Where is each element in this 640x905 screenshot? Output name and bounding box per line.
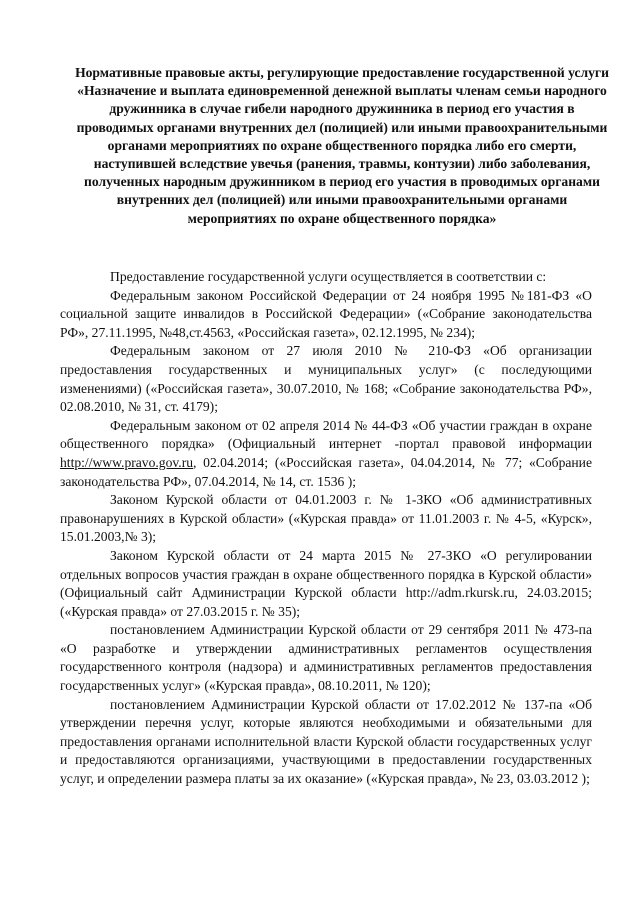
paragraph-law-210-fz: Федеральным законом от 27 июля 2010 № 210-ФЗ «Об организации предоставления государственных и муниципальных услуг» (с последующими изменениями) («Российская газета», 30.07.2010, № 168; «Собрание законодательства РФ», 02.08.2010, № 31, ст. 4179);: [60, 343, 592, 415]
paragraph-law-44-fz: [60, 417, 592, 491]
document-body: [60, 268, 592, 789]
paragraph-law-44-fz-text-end: , 02.04.2014; («Российская газета», 04.04.2014, № 77; «Собрание законодательства РФ», 07.04.2014, № 14, ст. 1536 );: [60, 454, 592, 489]
document-title: Нормативные правовые акты, регулирующие предоставление государственной услуги «Назначение и выплата единовременной денежной выплаты членам семьи народного дружинника в случае гибели народного дружинника в период его участия в проводимых органами внутренних дел (полицией) или иными правоохранительными органами мероприятиях по охране общественного порядка либо его смерти, наступившей вследствие увечья (ранения, травмы, контузии) либо заболевания, полученных народным дружинником в период его участия в проводимых органами внутренних дел (полицией) или иными правоохранительными органами мероприятиях по охране общественного порядка»: [75, 65, 609, 226]
paragraph-law-44-fz-text-start: Федеральным законом от 02 апреля 2014 № 44-ФЗ «Об участии граждан в охране общественного порядка» (Официальный интернет -портал правовой информации: [60, 417, 592, 452]
paragraph-resolution-137-pa: постановлением Администрации Курской области от 17.02.2012 № 137-па «Об утверждении перечня услуг, которые являются необходимыми и обязательными для предоставления органами исполнительной власти Курской области государственных услуг и предоставляются организациями, участвующими в предоставлении государственных услуг, и определении размера платы за их оказание» («Курская правда», № 23, 03.03.2012 );: [60, 696, 592, 787]
paragraph-resolution-473-pa: постановлением Администрации Курской области от 29 сентября 2011 № 473-па «О разработке и утверждении административных регламентов осуществления государственного контроля (надзора) и административных регламентов предоставления государственных услуг» («Курская правда», 08.10.2011, № 120);: [60, 622, 592, 694]
intro-paragraph: Предоставление государственной услуги осуществляется в соответствии с:: [110, 269, 547, 284]
pravo-gov-link[interactable]: http://www.pravo.gov.ru: [60, 454, 194, 470]
paragraph-law-27-zko: Законом Курской области от 24 марта 2015 № 27-ЗКО «О регулировании отдельных вопросов участия граждан в охране общественного порядка в Курской области» (Официальный сайт Администрации Курской области http://adm.rkursk.ru, 24.03.2015; («Курская правда» от 27.03.2015 г. № 35);: [60, 547, 592, 619]
paragraph-law-181-fz: Федеральным законом Российской Федерации от 24 ноября 1995 №181-ФЗ «О социальной защите инвалидов в Российской Федерации» («Собрание законодательства РФ», 27.11.1995, №48,ст.4563, «Российская газета», 02.12.1995, № 234);: [60, 287, 592, 340]
paragraph-law-1-zko: Законом Курской области от 04.01.2003 г. № 1-ЗКО «Об административных правонарушениях в Курской области» («Курская правда» от 11.01.2003 г. № 4-5, «Курск», 15.01.2003,№ 3);: [60, 492, 592, 545]
